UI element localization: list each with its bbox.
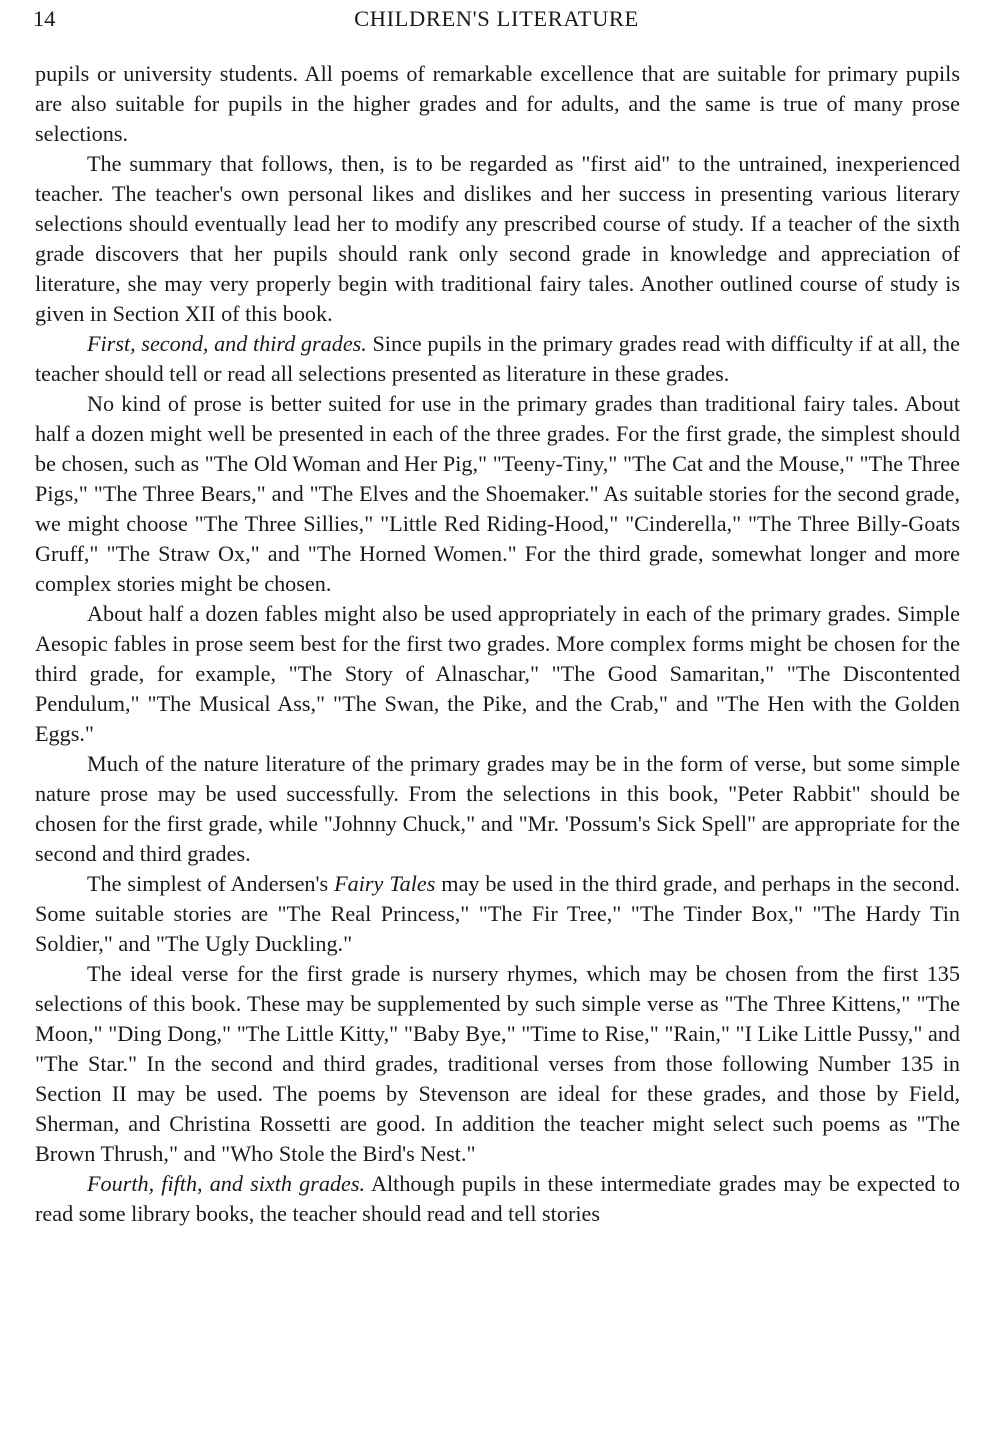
- book-title-fairy-tales: Fairy Tales: [334, 871, 436, 896]
- paragraph-andersen-after: may be used in the third grade, and perhaps in the second. Some suitable stories are "The Real Princess," "The Fir Tree," "The Tinder Box," "The Hardy Tin Soldier," and "The Ugly Duckling.": [35, 871, 960, 956]
- paragraph-verse: The ideal verse for the first grade is nursery rhymes, which may be chosen from the first 135 selections of this book. These may be supplemented by such simple verse as "The Three Kittens," "The Moon," "Ding Dong," "The Little Kitty," "Baby Bye," "Time to Rise," "Rain," "I Like Little Pussy," and "The Star." In the second and third grades, traditional verses from those following Number 135 in Section II may be used. The poems by Stevenson are ideal for these grades, and those by Field, Sherman, and Christina Rossetti are good. In addition the teacher might select such poems as "The Brown Thrush," and "Who Stole the Bird's Nest.": [35, 961, 960, 1166]
- paragraph-nature-literature: Much of the nature literature of the primary grades may be in the form of verse, but some simple nature prose may be used successfully. From the selections in this book, "Peter Rabbit" should be chosen for the first grade, while "Johnny Chuck," and "Mr. 'Possum's Sick Spell" are appropriate for the second and third grades.: [35, 751, 960, 866]
- section-heading-primary-grades: First, second, and third grades.: [87, 331, 367, 356]
- running-title: CHILDREN'S LITERATURE: [354, 6, 639, 31]
- paragraph-summary-first-aid: The summary that follows, then, is to be regarded as "first aid" to the untrained, inexperienced teacher. The teacher's own personal likes and dislikes and her success in presenting various literary selections should eventually lead her to modify any prescribed course of study. If a teacher of the sixth grade discovers that her pupils should rank only second grade in knowledge and appreciation of literature, she may very properly begin with traditional fairy tales. Another outlined course of study is given in Section XII of this book.: [35, 151, 960, 326]
- paragraph-andersen-before: The simplest of Andersen's: [87, 871, 335, 896]
- running-head: [33, 4, 960, 34]
- section-heading-intermediate-grades: Fourth, fifth, and sixth grades.: [87, 1171, 366, 1196]
- paragraph-andersen: [35, 869, 960, 959]
- page-number: 14: [33, 6, 56, 31]
- paragraph-primary-grades-text: Since pupils in the primary grades read with difficulty if at all, the teacher should tell or read all selections presented as literature in these grades.: [35, 331, 960, 386]
- body-text: [35, 59, 960, 1229]
- paragraph-continuation: pupils or university students. All poems of remarkable excellence that are suitable for primary pupils are also suitable for pupils in the higher grades and for adults, and the same is true of many prose selections.: [35, 61, 960, 146]
- paragraph-fables: About half a dozen fables might also be used appropriately in each of the primary grades. Simple Aesopic fables in prose seem best for the first two grades. More complex forms might be chosen for the third grade, for example, "The Story of Alnaschar," "The Good Samaritan," "The Discontented Pendulum," "The Musical Ass," "The Swan, the Pike, and the Crab," and "The Hen with the Golden Eggs.": [35, 601, 960, 746]
- paragraph-fairy-tales: No kind of prose is better suited for use in the primary grades than traditional fairy tales. About half a dozen might well be presented in each of the three grades. For the first grade, the simplest should be chosen, such as "The Old Woman and Her Pig," "Teeny-Tiny," "The Cat and the Mouse," "The Three Pigs," "The Three Bears," and "The Elves and the Shoemaker." As suitable stories for the second grade, we might choose "The Three Sillies," "Little Red Riding-Hood," "Cinderella," "The Three Billy-Goats Gruff," "The Straw Ox," and "The Horned Women." For the third grade, somewhat longer and more complex stories might be chosen.: [35, 391, 960, 596]
- paragraph-intermediate-grades-text: Although pupils in these intermediate grades may be expected to read some library books, the teacher should read and tell stories: [35, 1171, 961, 1226]
- paragraph-intermediate-grades: [35, 1169, 960, 1229]
- paragraph-primary-grades: [35, 329, 960, 389]
